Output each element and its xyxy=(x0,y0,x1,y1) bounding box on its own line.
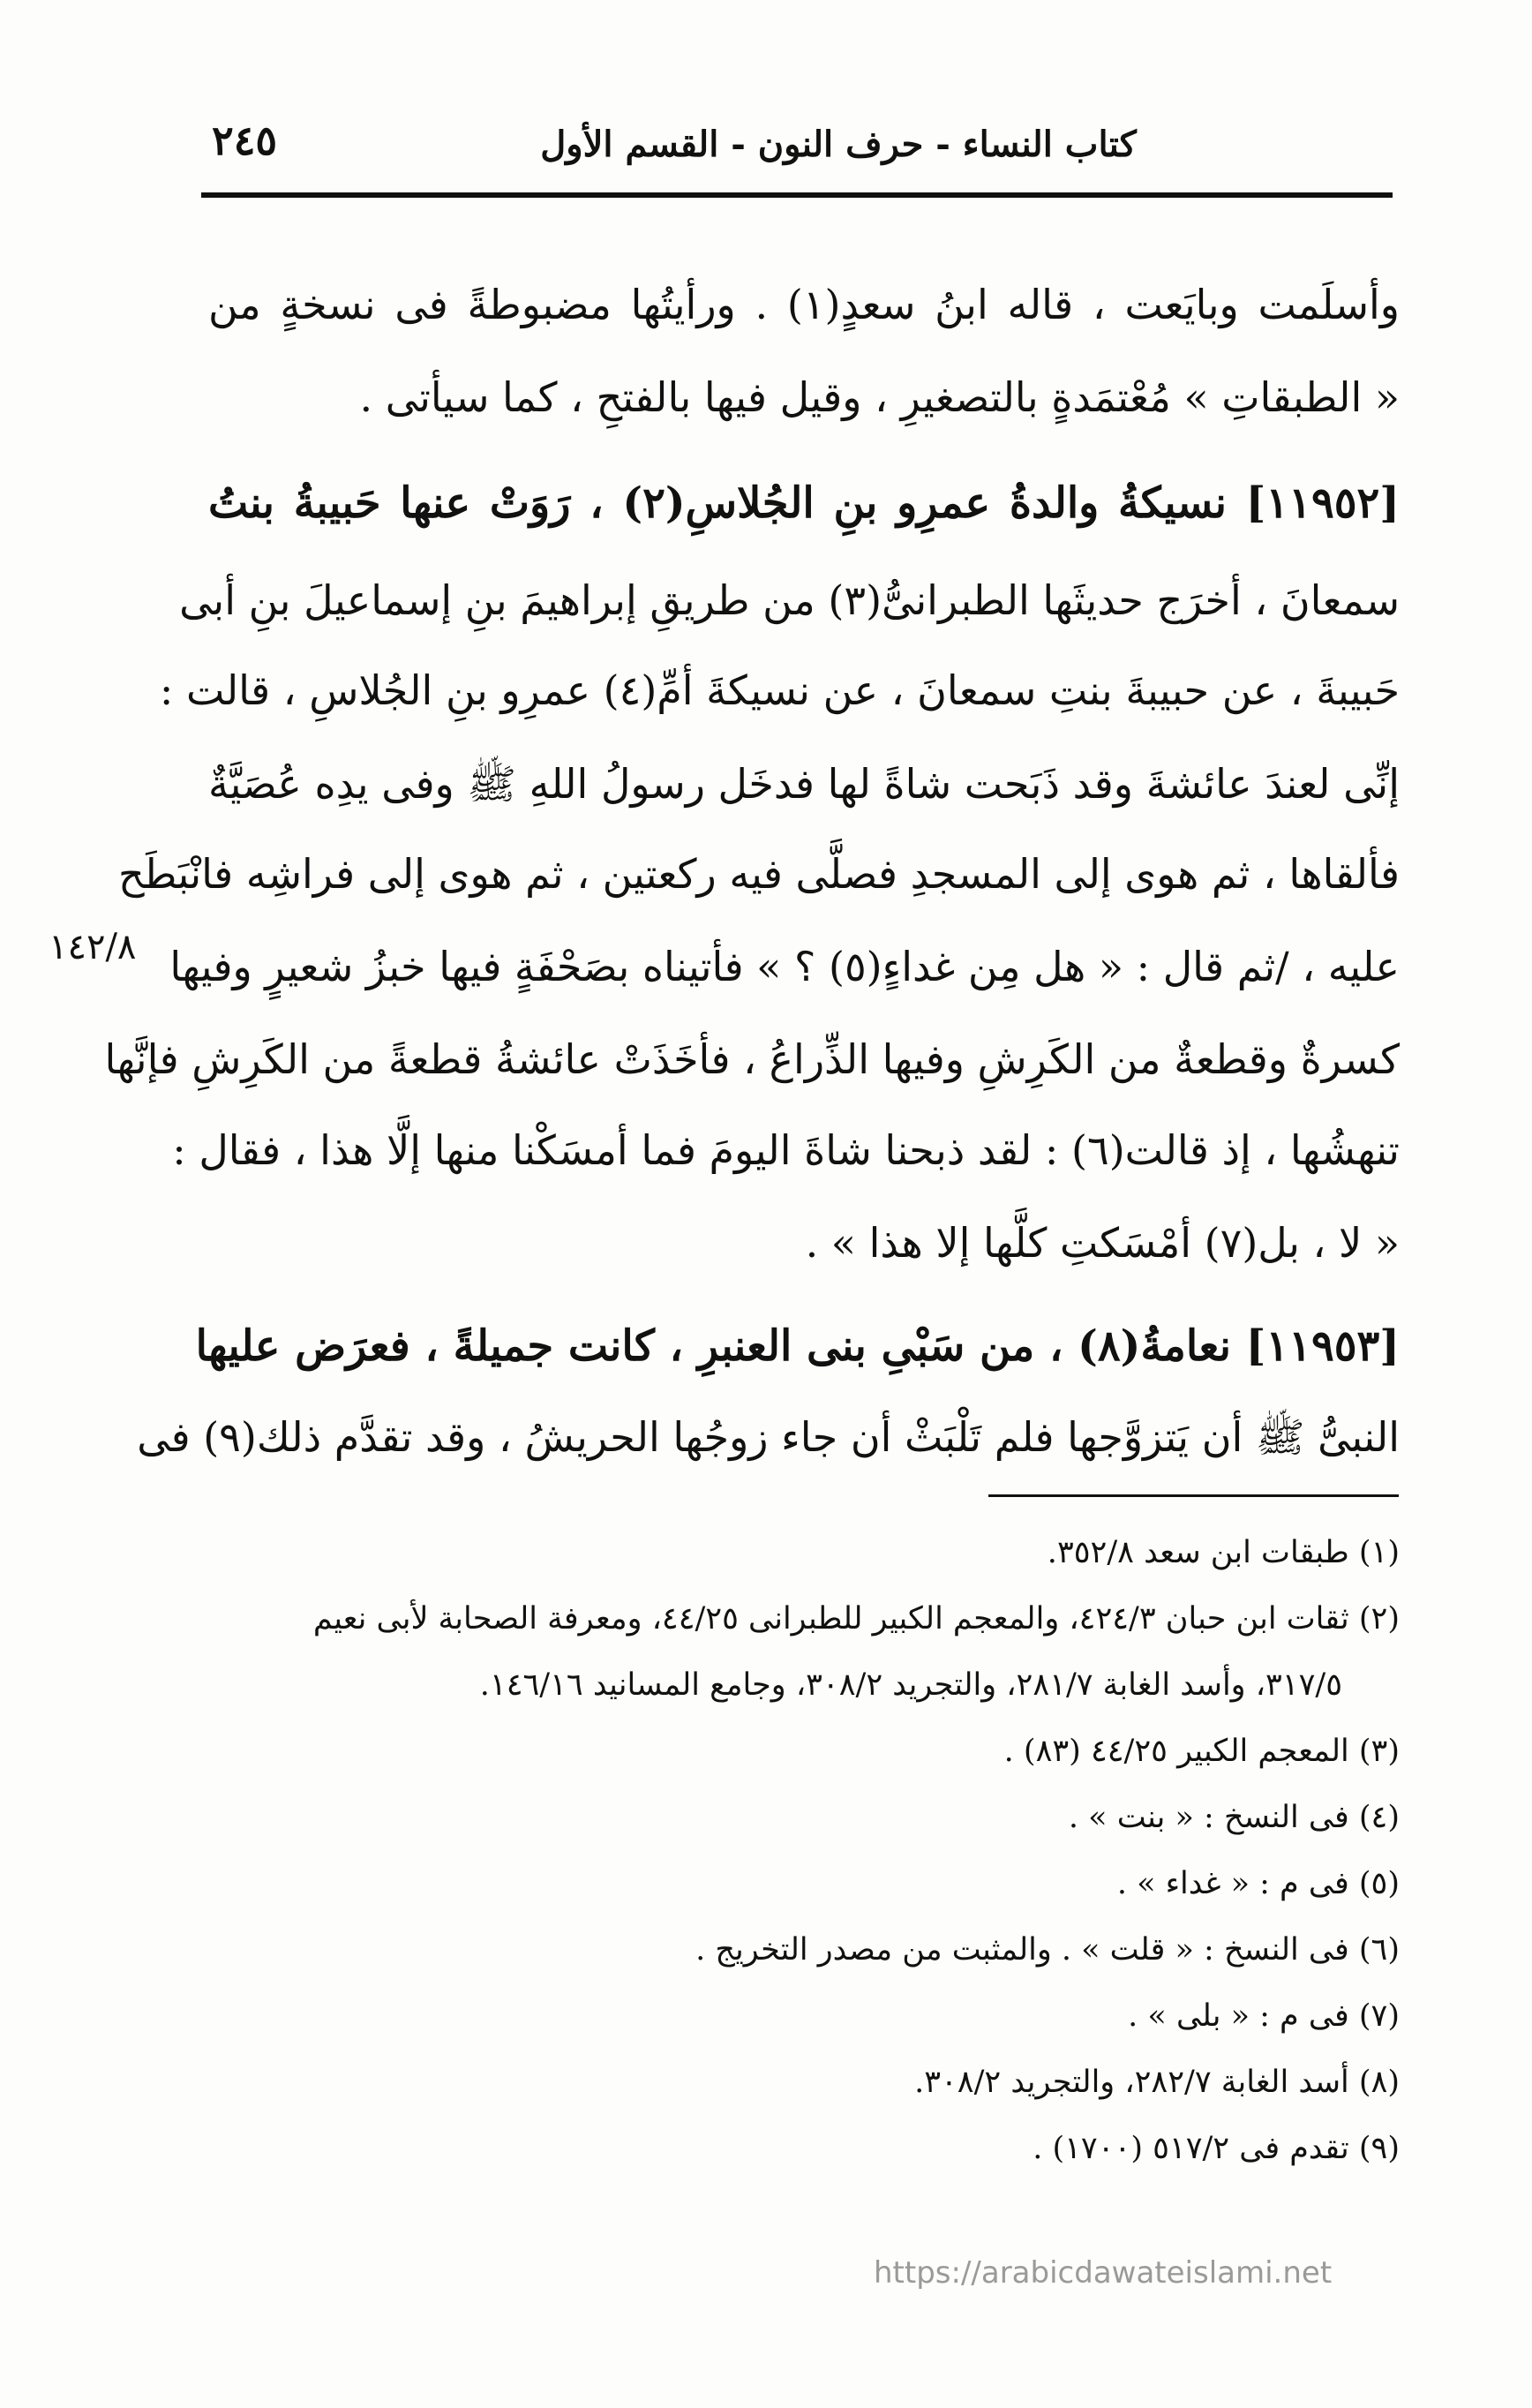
footnote: (٨) أسد الغابة ٢٨٢/٧، والتجريد ٣٠٨/٢. xyxy=(914,2065,1400,2100)
header-rule xyxy=(201,192,1393,198)
body-line: كسرةٌ وقطعةٌ من الكَرِشِ وفيها الذِّراعُ ، فأخَذَتْ عائشةُ قطعةً من الكَرِشِ فإنَّها xyxy=(104,1035,1400,1083)
body-line: « الطبقاتِ » مُعْتمَدةٍ بالتصغيرِ ، وقيل فيها بالفتحِ ، كما سيأتى . xyxy=(359,373,1400,421)
page-number: ٢٤٥ xyxy=(212,117,278,164)
footnote: (٤) فى النسخ : « بنت » . xyxy=(1068,1800,1400,1835)
footnote: (٧) فى م : « بلى » . xyxy=(1128,1998,1400,2034)
footnote-rule xyxy=(988,1494,1399,1497)
running-title: كتاب النساء - حرف النون - القسم الأول xyxy=(540,124,1137,165)
margin-reference: ١٤٢/٨ xyxy=(49,927,137,967)
body-line: تنهشُها ، إذ قالت(٦) : لقد ذبحنا شاةَ اليومَ فما أمسَكْنا منها إلَّا هذا ، فقال : xyxy=(172,1126,1400,1174)
body-line: فألقاها ، ثم هوى إلى المسجدِ فصلَّى فيه ركعتين ، ثم هوى إلى فراشِه فانْبَطَح xyxy=(118,850,1400,898)
entry-11952-line: [١١٩٥٢] نسيكةُ والدةُ عمرِو بنِ الجُلاسِ(٢) ، رَوَتْ عنها حَبيبةُ بنتُ xyxy=(208,478,1401,528)
body-line: حَبيبةَ ، عن حبيبةَ بنتِ سمعانَ ، عن نسيكةَ أمِّ(٤) عمرِو بنِ الجُلاسِ ، قالت : xyxy=(159,666,1400,714)
body-line: سمعانَ ، أخرَج حديثَها الطبرانىُّ(٣) من طريقِ إبراهيمَ بنِ إسماعيلَ بنِ أبى xyxy=(179,576,1400,624)
footnote: (٣) المعجم الكبير ٤٤/٢٥ (٨٣) . xyxy=(1003,1734,1400,1769)
body-line: النبىُّ ﷺ أن يَتزوَّجها فلم تَلْبَثْ أن جاء زوجُها الحريشُ ، وقد تقدَّم ذلك(٩) فى xyxy=(137,1413,1400,1461)
body-line: إنِّى لعندَ عائشةَ وقد ذَبَحت شاةً لها فدخَل رسولُ اللهِ ﷺ وفى يدِه عُصَيَّةٌ xyxy=(208,760,1400,808)
footnote: (٩) تقدم فى ٥١٧/٢ (١٧٠٠) . xyxy=(1033,2131,1400,2166)
body-line: « لا ، بل(٧) أمْسَكتِ كلَّها إلا هذا » . xyxy=(805,1219,1400,1267)
body-line: عليه ، /ثم قال : « هل مِن غداءٍ(٥) ؟ » فأتيناه بصَحْفَةٍ فيها خبزُ شعيرٍ وفيها xyxy=(169,943,1400,990)
entry-11953-line: [١١٩٥٣] نعامةُ(٨) ، من سَبْىِ بنى العنبرِ ، كانت جميلةً ، فعرَض عليها xyxy=(195,1321,1400,1371)
footnote: (٢) ثقات ابن حبان ٤٢٤/٣، والمعجم الكبير للطبرانى ٤٤/٢٥، ومعرفة الصحابة لأبى نعيم xyxy=(312,1601,1400,1637)
body-line: وأسلَمت وبايَعت ، قاله ابنُ سعدٍ(١) . ورأيتُها مضبوطةً فى نسخةٍ من xyxy=(208,281,1400,328)
footnote: (١) طبقات ابن سعد ٣٥٢/٨. xyxy=(1047,1535,1400,1570)
footnote: (٥) فى م : « غداء » . xyxy=(1116,1866,1400,1901)
footnote-continuation: ٣١٧/٥، وأسد الغابة ٢٨١/٧، والتجريد ٣٠٨/٢، وجامع المسانيد ١٤٦/١٦. xyxy=(479,1667,1342,1703)
footnote: (٦) فى النسخ : « قلت » . والمثبت من مصدر التخريج . xyxy=(695,1932,1400,1968)
watermark-url: https://arabicdawateislami.net xyxy=(874,2255,1333,2291)
